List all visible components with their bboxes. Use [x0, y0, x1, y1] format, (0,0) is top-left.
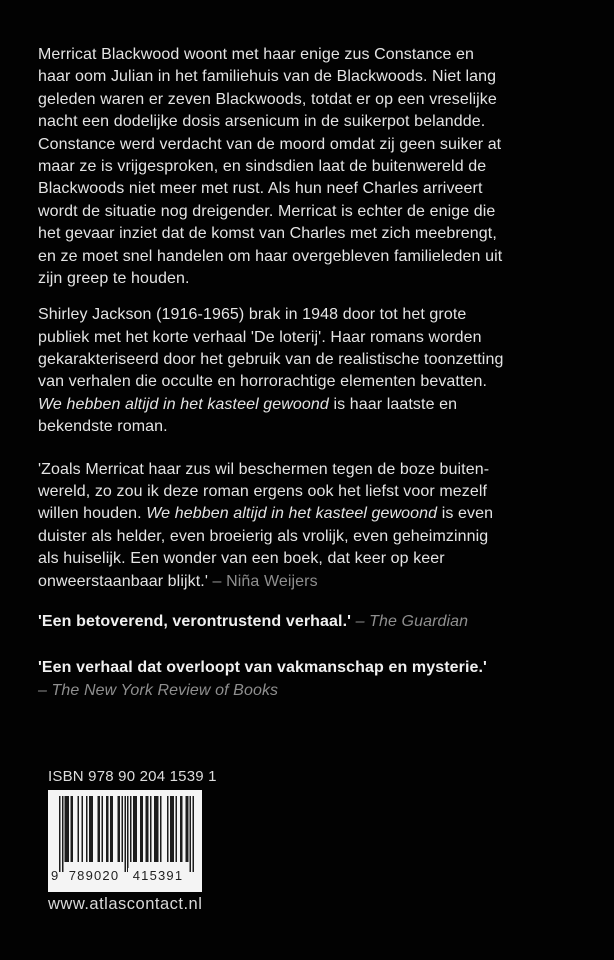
text-line: Merricat Blackwood woont met haar enige zus Constance en — [38, 46, 475, 63]
barcode — [48, 790, 202, 892]
text-line: van verhalen die occulte en horrorachtige elementen bevatten. — [38, 373, 488, 391]
quote-ny-review — [38, 657, 586, 702]
barcode-digits — [48, 866, 202, 886]
text-line: maar ze is vrijgesproken, en sindsdien laat de buitenwereld de — [38, 157, 487, 175]
barcode-bars — [59, 796, 194, 872]
text-line: het gevaar inziet dat de komst van Charles met zich meebrengt, — [38, 225, 497, 243]
text-line: – The New York Review of Books — [38, 681, 279, 699]
text-line: We hebben altijd in het kasteel gewoond is haar laatste en — [38, 395, 458, 413]
text-line: Blackwoods niet meer met rust. Als hun neef Charles arriveert — [38, 180, 483, 198]
text-line: en ze moet snel handelen om haar overgebleven familieleden uit — [38, 247, 503, 265]
text-line: geleden waren er zeven Blackwoods, totdat er op een vreselijke — [38, 90, 497, 108]
text-line: onweerstaanbaar blijkt.' – Niña Weijers — [38, 572, 318, 590]
text-line: 'Zoals Merricat haar zus wil beschermen tegen de boze buiten- — [38, 460, 490, 478]
text-line: wordt de situatie nog dreigender. Merricat is echter de enige die — [38, 202, 496, 220]
text-line: nacht een dodelijke dosis arsenicum in de suikerpot belandde. — [38, 113, 486, 131]
quote-nina-weijers — [38, 459, 586, 593]
text-line: als huiselijk. Een wonder van een boek, dat keer op keer — [38, 550, 445, 568]
isbn-label: ISBN 978 90 204 1539 1 — [48, 768, 217, 785]
synopsis — [38, 44, 586, 290]
text-line: haar oom Julian in het familiehuis van de Blackwoods. Niet lang — [38, 68, 497, 86]
barcode-digit-group-1: 789020 — [64, 868, 124, 883]
text-line: duister als helder, even broeierig als vrolijk, even geheimzinnig — [38, 527, 489, 545]
publisher-url: www.atlascontact.nl — [48, 895, 203, 913]
text-line: 'Een betoverend, verontrustend verhaal.' – The Guardian — [38, 612, 469, 630]
text-line: 'Een verhaal dat overloopt van vakmanschap en mysterie.' — [38, 659, 487, 677]
author-bio — [38, 304, 586, 438]
text-line: publiek met het korte verhaal 'De loterij'. Haar romans worden — [38, 328, 482, 346]
quote-guardian — [38, 611, 586, 633]
text-line: zijn greep te houden. — [38, 269, 190, 287]
text-line: willen houden. We hebben altijd in het kasteel gewoond is even — [38, 505, 494, 523]
barcode-digit-leading: 9 — [51, 868, 60, 883]
text-line: bekendste roman. — [38, 418, 168, 436]
text-line: Shirley Jackson (1916-1965) brak in 1948 door tot het grote — [38, 306, 467, 324]
back-cover-text — [38, 44, 586, 702]
barcode-digit-group-2: 415391 — [128, 868, 188, 883]
text-line: Constance werd verdacht van de moord omdat zij geen suiker at — [38, 135, 502, 153]
text-line: gekarakteriseerd door het gebruik van de realistische toonzetting — [38, 351, 504, 369]
text-line: wereld, zo zou ik deze roman ergens ook het liefst voor mezelf — [38, 483, 488, 501]
